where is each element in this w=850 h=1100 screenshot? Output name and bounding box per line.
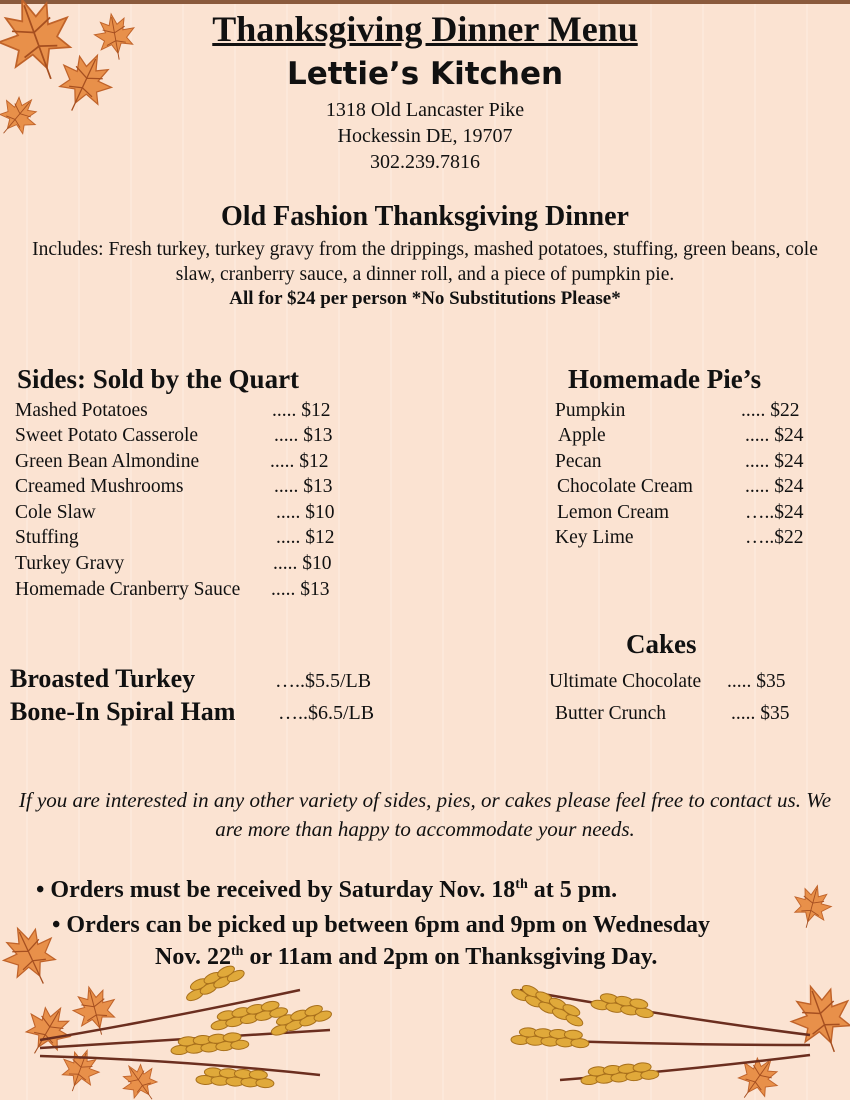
meat-item-name: Bone-In Spiral Ham <box>10 697 236 726</box>
cake-item-name: Ultimate Chocolate <box>549 671 702 692</box>
pies-title: Homemade Pie’s <box>568 364 762 394</box>
leaf-icon <box>55 1044 105 1098</box>
phone-number: 302.239.7816 <box>370 151 480 173</box>
side-item-price: ..... $12 <box>276 527 335 548</box>
leaf-icon <box>728 1048 787 1100</box>
side-item-price: ..... $13 <box>274 476 333 497</box>
side-item-name: Mashed Potatoes <box>15 400 148 421</box>
pie-item-price: ..... $24 <box>745 476 804 497</box>
side-item-name: Creamed Mushrooms <box>15 476 184 497</box>
pie-item-name: Pumpkin <box>555 400 626 421</box>
bullet-icon: • <box>52 912 67 938</box>
cake-item-price: ..... $35 <box>727 671 786 692</box>
menu-title: Thanksgiving Dinner Menu <box>212 9 638 49</box>
side-item-name: Green Bean Almondine <box>15 451 200 472</box>
pie-item-price: ..... $24 <box>745 451 804 472</box>
pie-item-price: …..$22 <box>745 527 804 548</box>
pie-item-price: ..... $24 <box>745 425 804 446</box>
side-item-name: Sweet Potato Casserole <box>15 425 199 446</box>
dinner-title: Old Fashion Thanksgiving Dinner <box>221 201 629 232</box>
pie-item-name: Key Lime <box>555 527 634 548</box>
address-line1: 1318 Old Lancaster Pike <box>325 99 525 121</box>
pie-item-name: Chocolate Cream <box>557 476 693 497</box>
restaurant-name: Lettie’s Kitchen <box>286 56 564 92</box>
leaf-icon <box>782 976 850 1062</box>
leaf-icon <box>15 997 80 1065</box>
side-item-price: ..... $13 <box>271 579 330 600</box>
side-item-price: ..... $12 <box>270 451 329 472</box>
cake-item-name: Butter Crunch <box>555 703 667 724</box>
pie-item-price: …..$24 <box>745 502 804 523</box>
pie-item-price: ..... $22 <box>741 400 800 421</box>
leaf-icon <box>788 881 835 933</box>
pie-item-name: Apple <box>558 425 606 446</box>
order-deadline: • Orders must be received by Saturday Nov. 18th at 5 pm. <box>36 877 618 903</box>
side-item-price: ..... $13 <box>274 425 333 446</box>
meat-item-price: …..$6.5/LB <box>278 702 375 724</box>
pickup-times: • Orders can be picked up between 6pm and 9pm on Wednesday <box>52 912 711 938</box>
sides-title: Sides: Sold by the Quart <box>17 364 300 394</box>
side-item-price: ..... $12 <box>272 400 331 421</box>
dinner-price-note: All for $24 per person *No Substitutions Please* <box>229 288 621 309</box>
pie-item-name: Pecan <box>555 451 602 472</box>
bullet-icon: • <box>36 877 51 903</box>
side-item-name: Homemade Cranberry Sauce <box>15 579 241 600</box>
pie-item-name: Lemon Cream <box>557 502 670 523</box>
cakes-title: Cakes <box>626 629 697 659</box>
pickup-times-cont: Nov. 22th or 11am and 2pm on Thanksgiving Day. <box>155 944 658 970</box>
side-item-name: Stuffing <box>15 527 79 548</box>
address-line2: Hockessin DE, 19707 <box>337 125 513 147</box>
meat-item-name: Broasted Turkey <box>10 664 196 693</box>
side-item-price: ..... $10 <box>276 502 335 523</box>
side-item-name: Cole Slaw <box>15 502 96 523</box>
meat-item-price: …..$5.5/LB <box>275 670 372 692</box>
contact-note: If you are interested in any other variety of sides, pies, or cakes please feel free to contact us. We are more than happy to accommodate your needs. <box>18 788 832 841</box>
cake-item-price: ..... $35 <box>731 703 790 724</box>
side-item-name: Turkey Gravy <box>15 553 125 574</box>
side-item-price: ..... $10 <box>273 553 332 574</box>
dinner-includes: Includes: Fresh turkey, turkey gravy from the drippings, mashed potatoes, stuffing, green beans, cole slaw, cranberry sauce, a dinner roll, and a piece of pumpkin pie. <box>32 239 818 285</box>
